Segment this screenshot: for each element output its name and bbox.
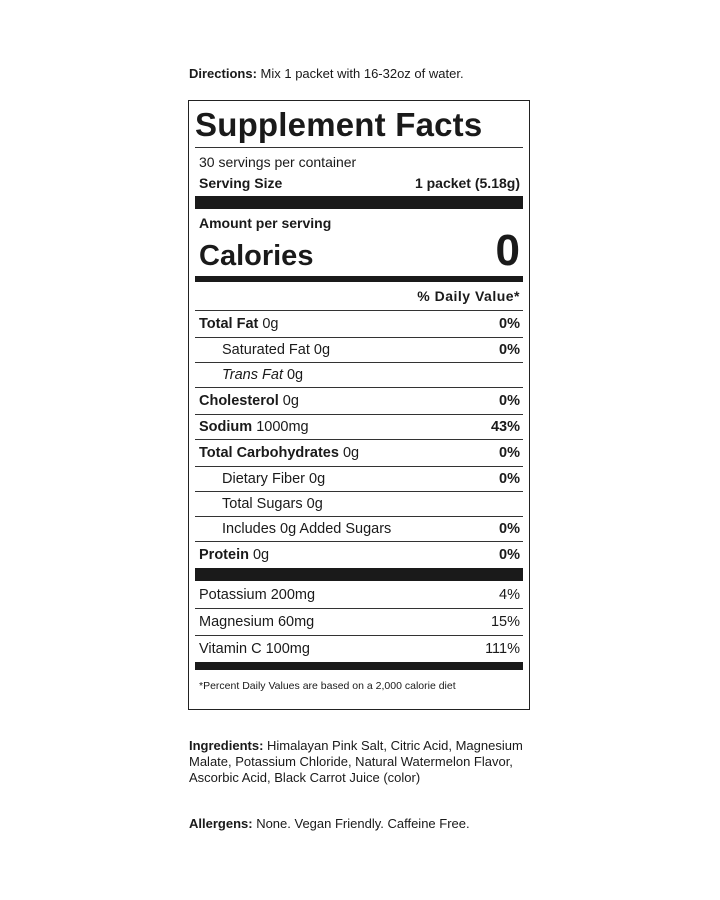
nutrient-amount: 1000mg — [252, 419, 309, 435]
ingredients-value: Himalayan Pink Salt, Citric Acid, Magnesium Malate, Potassium Chloride, Natural Watermelon Flavor, Ascorbic Acid, Black Carrot Juice (color) — [189, 738, 523, 785]
daily-value-header: % Daily Value* — [417, 288, 520, 304]
nutrient-amount: 0g — [305, 471, 326, 487]
nutrient-row — [195, 516, 523, 541]
vitamin-name: Vitamin C 100mg — [199, 641, 310, 657]
vitamin-name: Potassium 200mg — [199, 586, 316, 603]
vitamin-name: Magnesium 60mg — [199, 614, 315, 630]
nutrient-name: Includes 0g Added Sugars — [222, 521, 392, 537]
nutrient-dv: 0% — [499, 521, 520, 537]
nutrient-amount: 0g — [338, 445, 360, 461]
medium-divider — [195, 662, 523, 670]
nutrient-name: Trans Fat — [222, 367, 283, 383]
nutrient-row — [195, 491, 523, 516]
serving-size-label: Serving Size — [199, 175, 283, 191]
nutrient-row — [195, 310, 523, 337]
nutrient-row — [195, 362, 523, 387]
vitamin-dv: 4% — [499, 586, 520, 603]
nutrient-dv: 0% — [499, 445, 520, 461]
vitamin-dv: 111% — [485, 641, 520, 657]
serving-size-row — [195, 170, 523, 196]
vitamin-row — [195, 635, 523, 662]
nutrient-name: Dietary Fiber — [222, 471, 305, 487]
nutrient-name: Cholesterol — [199, 393, 279, 409]
calories-row — [195, 226, 523, 276]
thick-divider — [195, 568, 523, 581]
nutrient-row — [195, 439, 523, 466]
nutrient-dv: 0% — [499, 342, 520, 358]
serving-size-value: 1 packet (5.18g) — [414, 175, 520, 191]
nutrient-dv: 0% — [499, 316, 520, 332]
nutrient-name: Protein — [199, 547, 249, 563]
nutrient-row — [195, 414, 523, 439]
nutrient-amount: 0g — [282, 367, 304, 383]
nutrient-name: Total Fat — [199, 316, 259, 332]
ingredients-label: Ingredients: — [189, 738, 264, 753]
nutrient-amount: 0g — [248, 547, 270, 563]
allergens-value: None. Vegan Friendly. Caffeine Free. — [252, 816, 470, 831]
nutrient-row — [195, 337, 523, 362]
calories-value: 0 — [495, 226, 520, 275]
vitamin-row — [195, 608, 523, 635]
directions-label: Directions: — [189, 66, 257, 81]
amount-per-serving: Amount per serving — [199, 215, 332, 231]
nutrient-dv: 0% — [499, 393, 520, 409]
directions-value: Mix 1 packet with 16-32oz of water. — [256, 66, 464, 81]
title-divider — [195, 147, 523, 148]
allergens-text — [189, 816, 470, 831]
nutrient-amount: 0g — [258, 316, 279, 332]
nutrient-row — [195, 466, 523, 491]
nutrient-row — [195, 387, 523, 414]
nutrient-dv: 43% — [490, 419, 520, 435]
nutrient-dv: 0% — [499, 471, 520, 487]
supplement-facts-panel — [188, 100, 530, 710]
panel-title: Supplement Facts — [195, 106, 483, 143]
nutrient-dv: 0% — [499, 547, 520, 563]
vitamin-dv: 15% — [490, 614, 520, 630]
footnote: *Percent Daily Values are based on a 2,000 calorie diet — [199, 680, 456, 692]
nutrient-name: Sodium — [199, 419, 253, 435]
nutrient-row — [195, 541, 523, 568]
ingredients-text — [189, 738, 529, 786]
nutrient-amount: 0g — [278, 393, 299, 409]
allergens-label: Allergens: — [189, 816, 253, 831]
nutrient-name: Total Sugars — [222, 496, 303, 512]
directions-text — [189, 66, 464, 81]
nutrient-amount: 0g — [309, 342, 331, 358]
thick-divider — [195, 196, 523, 209]
calories-label: Calories — [199, 240, 314, 272]
nutrient-name: Saturated Fat — [222, 342, 310, 358]
servings-per-container: 30 servings per container — [199, 154, 357, 170]
nutrient-name: Total Carbohydrates — [199, 445, 339, 461]
nutrient-amount: 0g — [302, 496, 323, 512]
vitamin-row — [195, 581, 523, 608]
